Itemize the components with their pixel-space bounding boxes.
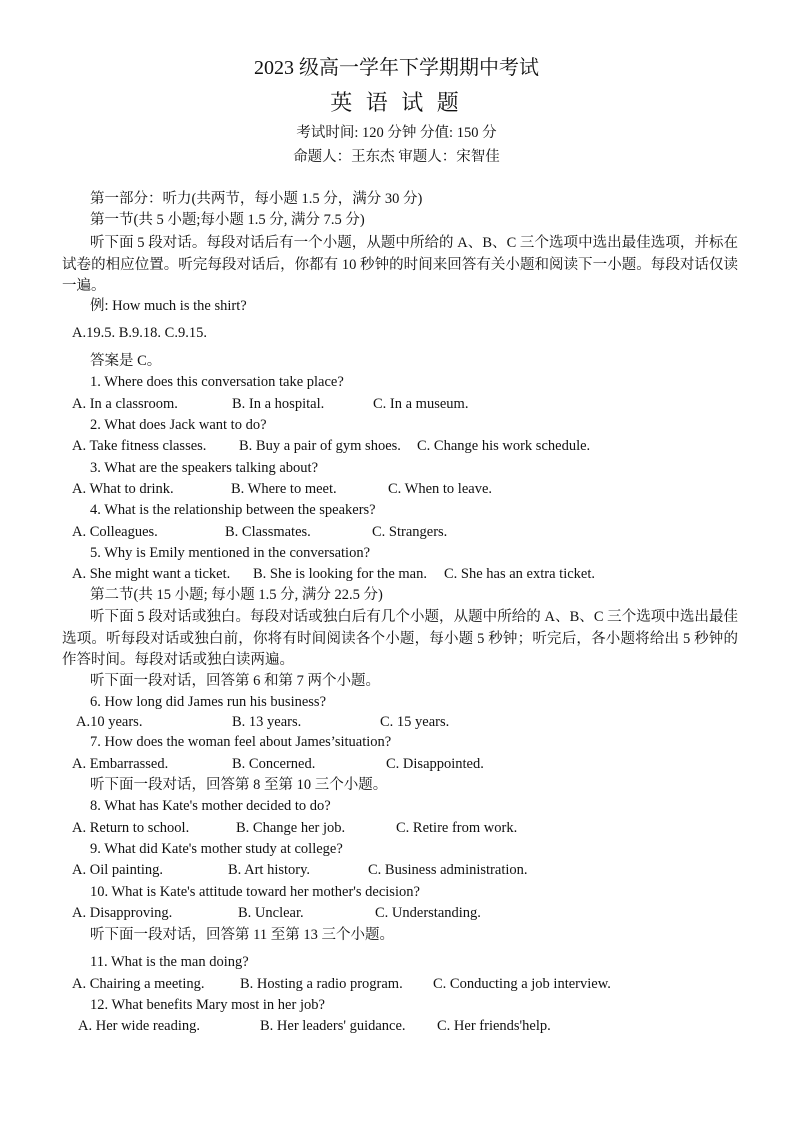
q5-option-c: C. She has an extra ticket.: [444, 566, 595, 582]
q1-option-b: B. In a hospital.: [232, 396, 325, 412]
question-6: 6. How long did James run his business?: [90, 694, 327, 710]
q12-option-a: A. Her wide reading.: [78, 1018, 200, 1034]
q5-option-a: A. She might want a ticket.: [72, 566, 231, 582]
question-1: 1. Where does this conversation take place?: [90, 374, 344, 390]
q6-option-b: B. 13 years.: [232, 714, 302, 730]
subject-title: 英 语 试 题: [330, 90, 463, 115]
q10-option-a: A. Disapproving.: [72, 905, 173, 921]
question-10: 10. What is Kate's attitude toward her mother's decision?: [90, 884, 420, 900]
q11-option-c: C. Conducting a job interview.: [433, 976, 611, 992]
q7-option-c: C. Disappointed.: [386, 756, 484, 772]
exam-title: 2023 级高一学年下学期期中考试: [254, 57, 539, 79]
question-4: 4. What is the relationship between the speakers?: [90, 502, 376, 518]
part1-heading: 第一部分：听力(共两节，每小题 1.5 分，满分 30 分): [90, 191, 423, 207]
q8-option-c: C. Retire from work.: [396, 820, 518, 836]
q6-option-c: C. 15 years.: [380, 714, 450, 730]
directions-8-10: 听下面一段对话，回答第 8 至第 10 三个小题。: [90, 777, 388, 793]
question-9: 9. What did Kate's mother study at college?: [90, 841, 343, 857]
directions-11-13: 听下面一段对话，回答第 11 至第 13 三个小题。: [90, 927, 394, 943]
directions-6-7: 听下面一段对话，回答第 6 和第 7 两个小题。: [90, 673, 380, 689]
question-7: 7. How does the woman feel about James’situation?: [90, 734, 392, 750]
section2-instructions: 听下面 5 段对话或独白。每段对话或独白后有几个小题，从题中所给的 A、B、C 三个选项中选出最佳选项。听每段对话或独白前，你将有时间阅读各个小题，每小题 5 秒钟；听完后，各小题将给出 5 秒钟的作答时间。每段对话或独白读两遍。: [62, 609, 738, 668]
question-2: 2. What does Jack want to do?: [90, 417, 267, 433]
q1-option-a: A. In a classroom.: [72, 396, 178, 412]
question-5: 5. Why is Emily mentioned in the conversation?: [90, 545, 371, 561]
question-3: 3. What are the speakers talking about?: [90, 460, 319, 476]
example-options: A.19.5. B.9.18. C.9.15.: [72, 325, 207, 341]
example-answer: 答案是 C。: [90, 353, 162, 369]
q6-option-a: A.10 years.: [76, 714, 143, 730]
example-question: 例: How much is the shirt?: [90, 298, 247, 314]
q3-option-c: C. When to leave.: [388, 481, 493, 497]
q11-option-a: A. Chairing a meeting.: [72, 976, 205, 992]
authors: 命题人：王东杰 审题人：宋智佳: [293, 149, 500, 165]
q2-option-c: C. Change his work schedule.: [417, 438, 591, 454]
q3-option-a: A. What to drink.: [72, 481, 174, 497]
question-12: 12. What benefits Mary most in her job?: [90, 997, 325, 1013]
q7-option-b: B. Concerned.: [232, 756, 316, 772]
q4-option-b: B. Classmates.: [225, 524, 311, 540]
q5-option-b: B. She is looking for the man.: [253, 566, 427, 582]
q1-option-c: C. In a museum.: [373, 396, 469, 412]
section1-heading: 第一节(共 5 小题;每小题 1.5 分, 满分 7.5 分): [90, 212, 365, 228]
q9-option-b: B. Art history.: [228, 862, 311, 878]
q8-option-b: B. Change her job.: [236, 820, 346, 836]
q4-option-a: A. Colleagues.: [72, 524, 158, 540]
q12-option-b: B. Her leaders' guidance.: [260, 1018, 406, 1034]
q11-option-b: B. Hosting a radio program.: [240, 976, 403, 992]
q7-option-a: A. Embarrassed.: [72, 756, 169, 772]
section1-instructions: 听下面 5 段对话。每段对话后有一个小题，从题中所给的 A、B、C 三个选项中选出最佳选项，并标在试卷的相应位置。听完每段对话后，你都有 10 秒钟的时间来回答有关小题和阅读下一小题。每段对话仅读一遍。: [62, 235, 738, 294]
q4-option-c: C. Strangers.: [372, 524, 448, 540]
q3-option-b: B. Where to meet.: [231, 481, 337, 497]
q12-option-c: C. Her friends'help.: [437, 1018, 551, 1034]
q10-option-c: C. Understanding.: [375, 905, 481, 921]
q2-option-a: A. Take fitness classes.: [72, 438, 207, 454]
section2-heading: 第二节(共 15 小题; 每小题 1.5 分, 满分 22.5 分): [90, 587, 383, 603]
q10-option-b: B. Unclear.: [238, 905, 304, 921]
exam-info: 考试时间: 120 分钟 分值: 150 分: [296, 125, 497, 141]
q8-option-a: A. Return to school.: [72, 820, 190, 836]
question-8: 8. What has Kate's mother decided to do?: [90, 798, 331, 814]
question-11: 11. What is the man doing?: [90, 954, 249, 970]
q9-option-c: C. Business administration.: [368, 862, 528, 878]
q2-option-b: B. Buy a pair of gym shoes.: [239, 438, 401, 454]
q9-option-a: A. Oil painting.: [72, 862, 164, 878]
